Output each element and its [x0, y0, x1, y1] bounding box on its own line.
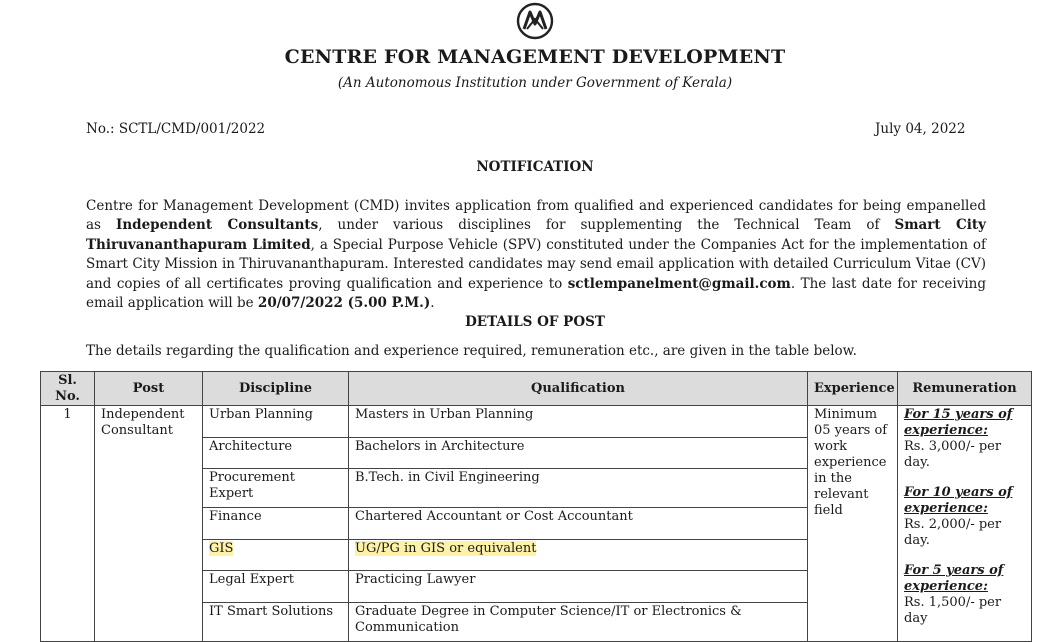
org-subtitle: (An Autonomous Institution under Government of Kerala): [337, 75, 733, 91]
para-text-5: .: [430, 295, 435, 312]
para-text-3: , a Special Purpose Vehicle (SPV) constituted under the Companies Act for the implementation of Smart City Mission in Thiruvananthapuram. Interested candidates may send email application with detailed Curriculum Vitae (CV) and copies of all certificates proving qualification and experience to: [86, 236, 987, 292]
details-heading: DETAILS OF POST: [465, 314, 605, 330]
remuneration-value-15: Rs. 3,000/- per day.: [904, 439, 1002, 470]
notification-paragraph: [86, 197, 986, 313]
para-bold-consultants: Independent Consultants: [116, 217, 319, 234]
notice-date: July 04, 2022: [875, 121, 966, 137]
cell-post: Independent Consultant: [95, 406, 203, 642]
header-discipline: Discipline: [203, 372, 349, 406]
cell-qualification: Chartered Accountant or Cost Accountant: [349, 508, 808, 540]
cmd-logo-icon: [516, 2, 554, 40]
header-qualification: Qualification: [349, 372, 808, 406]
cell-discipline: Legal Expert: [203, 571, 349, 603]
header-experience: Experience: [808, 372, 898, 406]
cell-sl-no: 1: [41, 406, 95, 642]
para-text-1: Centre for Management Development (CMD) invites application from qualified and experienced candidates for being empanelled as: [86, 198, 986, 234]
table-header-row: [41, 372, 1032, 406]
org-title: CENTRE FOR MANAGEMENT DEVELOPMENT: [284, 46, 786, 68]
cell-qualification: Masters in Urban Planning: [349, 406, 808, 438]
cell-qualification: [349, 539, 808, 571]
cell-remuneration: [898, 406, 1032, 642]
header-sl-no: Sl. No.: [41, 372, 95, 406]
details-intro: The details regarding the qualification and experience required, remuneration etc., are given in the table below.: [86, 343, 857, 359]
remuneration-label-10: For 10 years of experience:: [904, 485, 1013, 516]
cell-discipline: IT Smart Solutions: [203, 602, 349, 641]
remuneration-label-15: For 15 years of experience:: [904, 407, 1013, 438]
table-row: [41, 406, 1032, 438]
cell-discipline: Urban Planning: [203, 406, 349, 438]
cell-qualification: Bachelors in Architecture: [349, 437, 808, 469]
cell-discipline: Procurement Expert: [203, 469, 349, 508]
para-bold-deadline: 20/07/2022 (5.00 P.M.): [257, 295, 431, 312]
header-post: Post: [95, 372, 203, 406]
remuneration-value-5: Rs. 1,500/- per day: [904, 595, 1002, 626]
para-text-2: , under various disciplines for supplementing the Technical Team of: [318, 217, 895, 234]
highlighted-qualification: UG/PG in GIS or equivalent: [355, 540, 537, 556]
cell-qualification: Graduate Degree in Computer Science/IT or Electronics & Communication: [349, 602, 808, 641]
highlighted-discipline: GIS: [209, 540, 234, 556]
post-details-table: [40, 371, 1032, 642]
reference-number: No.: SCTL/CMD/001/2022: [86, 121, 266, 137]
remuneration-label-5: For 5 years of experience:: [904, 563, 1004, 594]
cell-discipline: Architecture: [203, 437, 349, 469]
para-text-4: . The last date for receiving email application will be: [86, 275, 986, 312]
cell-discipline: [203, 539, 349, 571]
cell-experience: Minimum 05 years of work experience in the relevant field: [808, 406, 898, 642]
header-remuneration: Remuneration: [898, 372, 1032, 406]
cell-qualification: B.Tech. in Civil Engineering: [349, 469, 808, 508]
para-bold-email: sctlempanelment@gmail.com: [567, 275, 791, 292]
cell-discipline: Finance: [203, 508, 349, 540]
remuneration-value-10: Rs. 2,000/- per day.: [904, 517, 1002, 548]
notification-heading: NOTIFICATION: [476, 159, 594, 175]
cell-qualification: Practicing Lawyer: [349, 571, 808, 603]
para-bold-smart-city: Smart City Thiruvananthapuram Limited: [86, 217, 986, 253]
